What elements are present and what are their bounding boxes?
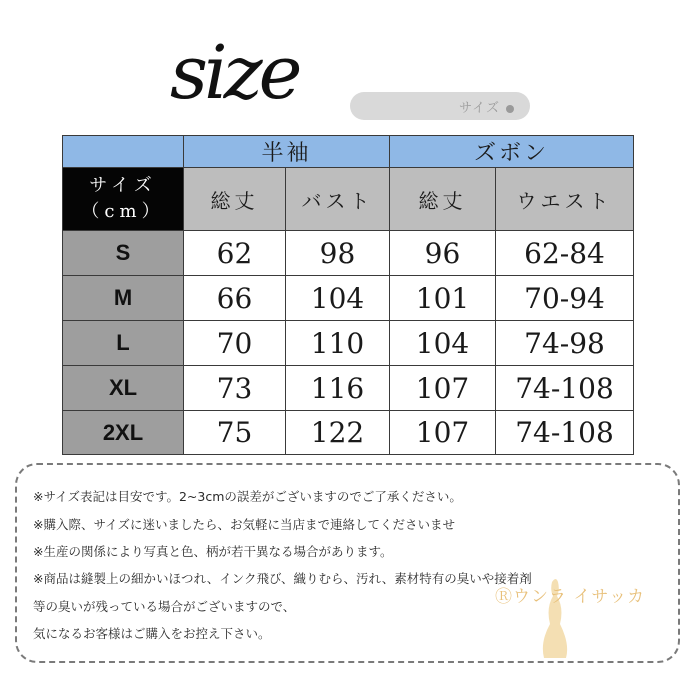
table-cell: 98 <box>285 230 390 276</box>
size-label: S <box>62 230 184 276</box>
table-cell: 62-84 <box>495 230 634 276</box>
size-badge-label: サイズ <box>459 97 514 116</box>
table-cell: 74-108 <box>495 365 634 411</box>
table-cell: 73 <box>183 365 286 411</box>
size-label: 2XL <box>62 410 184 455</box>
note-line: ※商品は縫製上の細かいほつれ、インク飛び、織りむら、汚れ、素材特有の臭いや接着剤 <box>33 571 532 586</box>
table-cell: 107 <box>389 365 496 411</box>
note-line: ※購入際、サイズに迷いましたら、お気軽に当店まで連絡してくださいませ <box>33 517 455 532</box>
note-line: ※生産の関係により写真と色、柄が若干異なる場合があります。 <box>33 544 393 559</box>
column-header: 総丈 <box>389 167 496 231</box>
column-header: 総丈 <box>183 167 286 231</box>
table-cell: 62 <box>183 230 286 276</box>
column-header: バスト <box>285 167 390 231</box>
size-table <box>62 135 634 455</box>
size-label: M <box>62 275 184 321</box>
table-cell: 116 <box>285 365 390 411</box>
table-cell: 74-98 <box>495 320 634 366</box>
table-cell: 96 <box>389 230 496 276</box>
table-cell: 104 <box>389 320 496 366</box>
note-line: ※サイズ表記は目安です。2~3cmの誤差がございますのでご了承ください。 <box>33 489 462 504</box>
column-header: ウエスト <box>495 167 634 231</box>
table-cell: 101 <box>389 275 496 321</box>
table-cell: 70 <box>183 320 286 366</box>
header <box>0 0 700 130</box>
table-cell: 107 <box>389 410 496 455</box>
table-cell: 104 <box>285 275 390 321</box>
size-logo: size <box>170 30 299 116</box>
table-cell: 70-94 <box>495 275 634 321</box>
table-corner <box>62 135 184 168</box>
size-badge <box>350 92 530 120</box>
table-cell: 110 <box>285 320 390 366</box>
watermark-text: Ⓡウンラ イサッカ <box>495 587 646 607</box>
note-line: 気になるお客様はご購入をお控え下さい。 <box>33 626 271 641</box>
table-cell: 66 <box>183 275 286 321</box>
size-label: XL <box>62 365 184 411</box>
unit-label-cell <box>62 167 184 231</box>
table-cell: 74-108 <box>495 410 634 455</box>
table-cell: 122 <box>285 410 390 455</box>
group-header-pants: ズボン <box>389 135 634 168</box>
note-line: 等の臭いが残っている場合がございますので、 <box>33 599 296 614</box>
watermark <box>495 582 685 662</box>
size-label: L <box>62 320 184 366</box>
unit-label-line2: （cm） <box>81 201 165 222</box>
dot-icon <box>506 105 514 113</box>
group-header-short-sleeve: 半袖 <box>183 135 390 168</box>
unit-label-line1: サイズ <box>89 175 157 196</box>
table-cell: 75 <box>183 410 286 455</box>
